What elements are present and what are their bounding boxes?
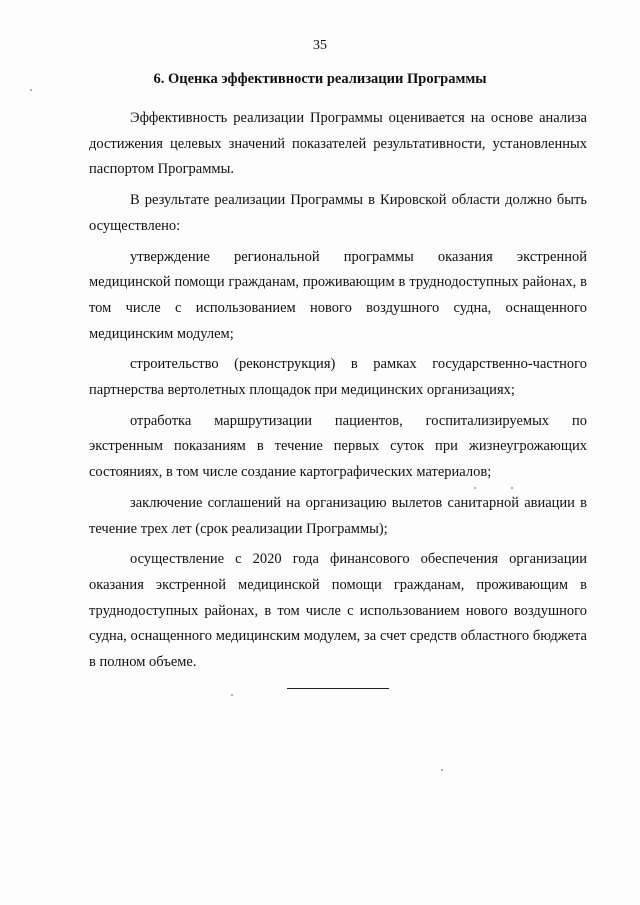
page-number: 35: [313, 38, 327, 53]
paragraph-aviation-agreements: заключение соглашений на организацию вылетов санитарной авиации в течение трех лет (срок реализации Программы);: [89, 494, 587, 537]
scan-speck: [231, 694, 233, 696]
scan-speck: [30, 89, 32, 91]
scan-speck: [511, 487, 513, 489]
paragraph-efficiency-assessment: Эффективность реализации Программы оценивается на основе анализа достижения целевых значений показателей результативности, установленных паспортом Программы.: [89, 110, 587, 178]
section-title: 6. Оценка эффективности реализации Программы: [153, 71, 487, 87]
paragraph-expected-results-intro: В результате реализации Программы в Кировской области должно быть осуществлено:: [89, 192, 587, 234]
paragraph-regional-program-approval: утверждение региональной программы оказания экстренной медицинской помощи гражданам, проживающим в труднодоступных районах, в том числе с использованием нового воздушного судна, оснащенного медицинским модулем;: [89, 248, 587, 342]
paragraph-patient-routing: отработка маршрутизации пациентов, госпитализируемых по экстренным показаниям в течение первых суток при жизнеугрожающих состояниях, в том числе создание картографических материалов;: [89, 412, 587, 481]
paragraph-regional-funding: осуществление с 2020 года финансового обеспечения организации оказания экстренной медицинской помощи гражданам, проживающим в труднодоступных районах, в том числе с использованием нового воздушного судна, оснащенного медицинским модулем, за счет средств областного бюджета в полном объеме.: [89, 551, 587, 671]
end-of-section-rule: [287, 688, 389, 689]
paragraph-helipad-construction: строительство (реконструкция) в рамках государственно-частного партнерства вертолетных площадок при медицинских организациях;: [89, 356, 587, 399]
scan-speck: [441, 769, 443, 771]
body-text: [89, 106, 587, 681]
scan-speck: [474, 487, 476, 489]
